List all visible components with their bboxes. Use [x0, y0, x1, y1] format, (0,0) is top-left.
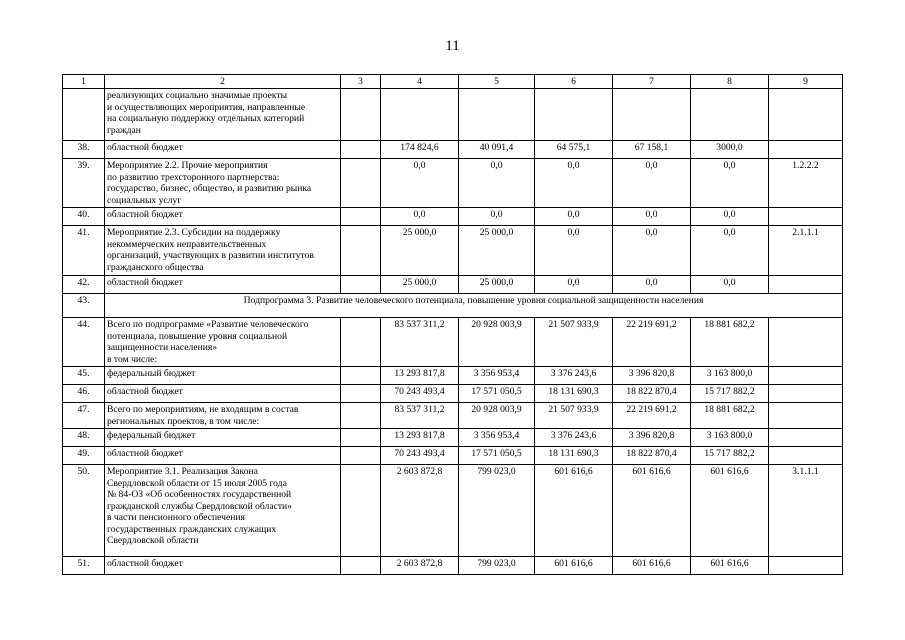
- amount-cell: 13 293 817,8: [381, 367, 459, 385]
- amount-cell: 20 928 003,9: [459, 403, 535, 429]
- table-row: [63, 557, 843, 575]
- row-description: областной бюджет: [105, 385, 341, 403]
- row-description: Мероприятие 3.1. Реализация Закона Свердловской области от 15 июля 2005 года № 84-ОЗ «Об особенностях государственной гражданской службы Свердловской области» в части пенсионного обеспечения государственных гражданских служащих Свердловской области: [105, 465, 341, 557]
- row-description: Мероприятие 2.2. Прочие мероприятия по развитию трехсторонного партнерства: государство, бизнес, общество, и развитию рынка социальных услуг: [105, 159, 341, 208]
- row-number: 40.: [63, 208, 105, 226]
- amount-cell: [613, 89, 691, 141]
- amount-cell: [341, 447, 381, 465]
- column-header: 6: [535, 75, 613, 89]
- amount-cell: 0,0: [691, 208, 769, 226]
- amount-cell: 22 219 691,2: [613, 318, 691, 367]
- target-code-cell: [769, 557, 843, 575]
- row-description: областной бюджет: [105, 141, 341, 159]
- amount-cell: 0,0: [691, 159, 769, 208]
- amount-cell: [459, 89, 535, 141]
- row-number: 50.: [63, 465, 105, 557]
- target-code-cell: [769, 447, 843, 465]
- table-row: [63, 318, 843, 367]
- row-description: областной бюджет: [105, 557, 341, 575]
- amount-cell: 3 356 953,4: [459, 429, 535, 447]
- amount-cell: [341, 159, 381, 208]
- amount-cell: 0,0: [459, 208, 535, 226]
- amount-cell: 0,0: [381, 159, 459, 208]
- table-row: [63, 141, 843, 159]
- row-description: Мероприятие 2.3. Субсидии на поддержку некоммерческих неправительственных организаций, участвующих в развитии институтов гражданского общества: [105, 226, 341, 276]
- amount-cell: 40 091,4: [459, 141, 535, 159]
- table-body: [63, 75, 843, 575]
- amount-cell: 64 575,1: [535, 141, 613, 159]
- amount-cell: 70 243 493,4: [381, 385, 459, 403]
- target-code-cell: [769, 367, 843, 385]
- row-number: 47.: [63, 403, 105, 429]
- amount-cell: 15 717 882,2: [691, 385, 769, 403]
- amount-cell: 0,0: [535, 276, 613, 294]
- amount-cell: 22 219 691,2: [613, 403, 691, 429]
- target-code-cell: [769, 403, 843, 429]
- amount-cell: 0,0: [613, 159, 691, 208]
- amount-cell: [341, 141, 381, 159]
- subprogram-row: [63, 294, 843, 318]
- target-code-cell: [769, 208, 843, 226]
- subprogram-title: Подпрограмма 3. Развитие человеческого потенциала, повышение уровня социальной защищенности населения: [105, 294, 843, 318]
- table-row: [63, 429, 843, 447]
- row-number: 48.: [63, 429, 105, 447]
- budget-table: [62, 74, 843, 575]
- amount-cell: 3 163 800,0: [691, 429, 769, 447]
- table-row: [63, 208, 843, 226]
- table-row: [63, 447, 843, 465]
- row-description: федеральный бюджет: [105, 367, 341, 385]
- row-number: 49.: [63, 447, 105, 465]
- row-number: 45.: [63, 367, 105, 385]
- row-number: 39.: [63, 159, 105, 208]
- column-header: 7: [613, 75, 691, 89]
- amount-cell: 601 616,6: [613, 557, 691, 575]
- amount-cell: [341, 208, 381, 226]
- amount-cell: 13 293 817,8: [381, 429, 459, 447]
- row-number: [63, 89, 105, 141]
- amount-cell: [341, 367, 381, 385]
- amount-cell: 601 616,6: [613, 465, 691, 557]
- page-number: 11: [445, 38, 460, 54]
- amount-cell: 0,0: [535, 226, 613, 276]
- amount-cell: 0,0: [459, 159, 535, 208]
- row-number: 38.: [63, 141, 105, 159]
- amount-cell: 799 023,0: [459, 465, 535, 557]
- row-description: областной бюджет: [105, 447, 341, 465]
- amount-cell: [341, 429, 381, 447]
- column-header: 1: [63, 75, 105, 89]
- row-description: Всего по подпрограмме «Развитие человеческого потенциала, повышение уровня социальной защищенности населения» в том числе:: [105, 318, 341, 367]
- amount-cell: [535, 89, 613, 141]
- amount-cell: 3000,0: [691, 141, 769, 159]
- column-number-row: [63, 75, 843, 89]
- amount-cell: 17 571 050,5: [459, 447, 535, 465]
- row-description: федеральный бюджет: [105, 429, 341, 447]
- table-row: [63, 403, 843, 429]
- amount-cell: 20 928 003,9: [459, 318, 535, 367]
- amount-cell: 3 396 820,8: [613, 367, 691, 385]
- row-description: областной бюджет: [105, 276, 341, 294]
- target-code-cell: [769, 429, 843, 447]
- row-number: 46.: [63, 385, 105, 403]
- target-code-cell: 3.1.1.1: [769, 465, 843, 557]
- target-code-cell: [769, 385, 843, 403]
- amount-cell: 18 131 690,3: [535, 447, 613, 465]
- amount-cell: 83 537 311,2: [381, 318, 459, 367]
- amount-cell: 799 023,0: [459, 557, 535, 575]
- column-header: 9: [769, 75, 843, 89]
- amount-cell: 2 603 872,8: [381, 465, 459, 557]
- table-row: [63, 89, 843, 141]
- amount-cell: 15 717 882,2: [691, 447, 769, 465]
- table-row: [63, 159, 843, 208]
- amount-cell: 18 822 870,4: [613, 385, 691, 403]
- table-row: [63, 276, 843, 294]
- column-header: 5: [459, 75, 535, 89]
- amount-cell: 18 822 870,4: [613, 447, 691, 465]
- amount-cell: 0,0: [535, 159, 613, 208]
- amount-cell: 3 396 820,8: [613, 429, 691, 447]
- column-header: 8: [691, 75, 769, 89]
- amount-cell: 21 507 933,9: [535, 318, 613, 367]
- amount-cell: 25 000,0: [459, 276, 535, 294]
- target-code-cell: 2.1.1.1: [769, 226, 843, 276]
- amount-cell: 601 616,6: [535, 557, 613, 575]
- column-header: 4: [381, 75, 459, 89]
- table-row: [63, 385, 843, 403]
- row-number: 51.: [63, 557, 105, 575]
- amount-cell: 18 131 690,3: [535, 385, 613, 403]
- amount-cell: 18 881 682,2: [691, 403, 769, 429]
- amount-cell: 601 616,6: [691, 557, 769, 575]
- row-number: 42.: [63, 276, 105, 294]
- amount-cell: 25 000,0: [381, 226, 459, 276]
- amount-cell: [691, 89, 769, 141]
- amount-cell: 0,0: [691, 226, 769, 276]
- amount-cell: 0,0: [613, 276, 691, 294]
- amount-cell: 0,0: [691, 276, 769, 294]
- amount-cell: 0,0: [613, 208, 691, 226]
- amount-cell: 0,0: [381, 208, 459, 226]
- amount-cell: 3 163 800,0: [691, 367, 769, 385]
- row-description: областной бюджет: [105, 208, 341, 226]
- amount-cell: 70 243 493,4: [381, 447, 459, 465]
- amount-cell: 21 507 933,9: [535, 403, 613, 429]
- amount-cell: 67 158,1: [613, 141, 691, 159]
- amount-cell: [341, 89, 381, 141]
- amount-cell: [341, 318, 381, 367]
- table-row: [63, 226, 843, 276]
- amount-cell: 0,0: [613, 226, 691, 276]
- table-row: [63, 367, 843, 385]
- amount-cell: [341, 403, 381, 429]
- amount-cell: 0,0: [535, 208, 613, 226]
- amount-cell: [341, 557, 381, 575]
- amount-cell: [341, 385, 381, 403]
- target-code-cell: [769, 141, 843, 159]
- row-number: 41.: [63, 226, 105, 276]
- row-number: 43.: [63, 294, 105, 318]
- amount-cell: 3 376 243,6: [535, 429, 613, 447]
- row-number: 44.: [63, 318, 105, 367]
- target-code-cell: 1.2.2.2: [769, 159, 843, 208]
- amount-cell: 25 000,0: [381, 276, 459, 294]
- amount-cell: [341, 465, 381, 557]
- table-row: [63, 465, 843, 557]
- amount-cell: 25 000,0: [459, 226, 535, 276]
- amount-cell: 3 376 243,6: [535, 367, 613, 385]
- amount-cell: 601 616,6: [691, 465, 769, 557]
- amount-cell: 601 616,6: [535, 465, 613, 557]
- amount-cell: 3 356 953,4: [459, 367, 535, 385]
- row-description: Всего по мероприятиям, не входящим в состав региональных проектов, в том числе:: [105, 403, 341, 429]
- amount-cell: 17 571 050,5: [459, 385, 535, 403]
- row-description: реализующих социально значимые проекты и осуществляющих мероприятия, направленные на социальную поддержку отдельных категорий граждан: [105, 89, 341, 141]
- target-code-cell: [769, 276, 843, 294]
- amount-cell: [381, 89, 459, 141]
- target-code-cell: [769, 89, 843, 141]
- amount-cell: [341, 276, 381, 294]
- amount-cell: 83 537 311,2: [381, 403, 459, 429]
- amount-cell: 174 824,6: [381, 141, 459, 159]
- column-header: 3: [341, 75, 381, 89]
- column-header: 2: [105, 75, 341, 89]
- amount-cell: [341, 226, 381, 276]
- target-code-cell: [769, 318, 843, 367]
- amount-cell: 18 881 682,2: [691, 318, 769, 367]
- amount-cell: 2 603 872,8: [381, 557, 459, 575]
